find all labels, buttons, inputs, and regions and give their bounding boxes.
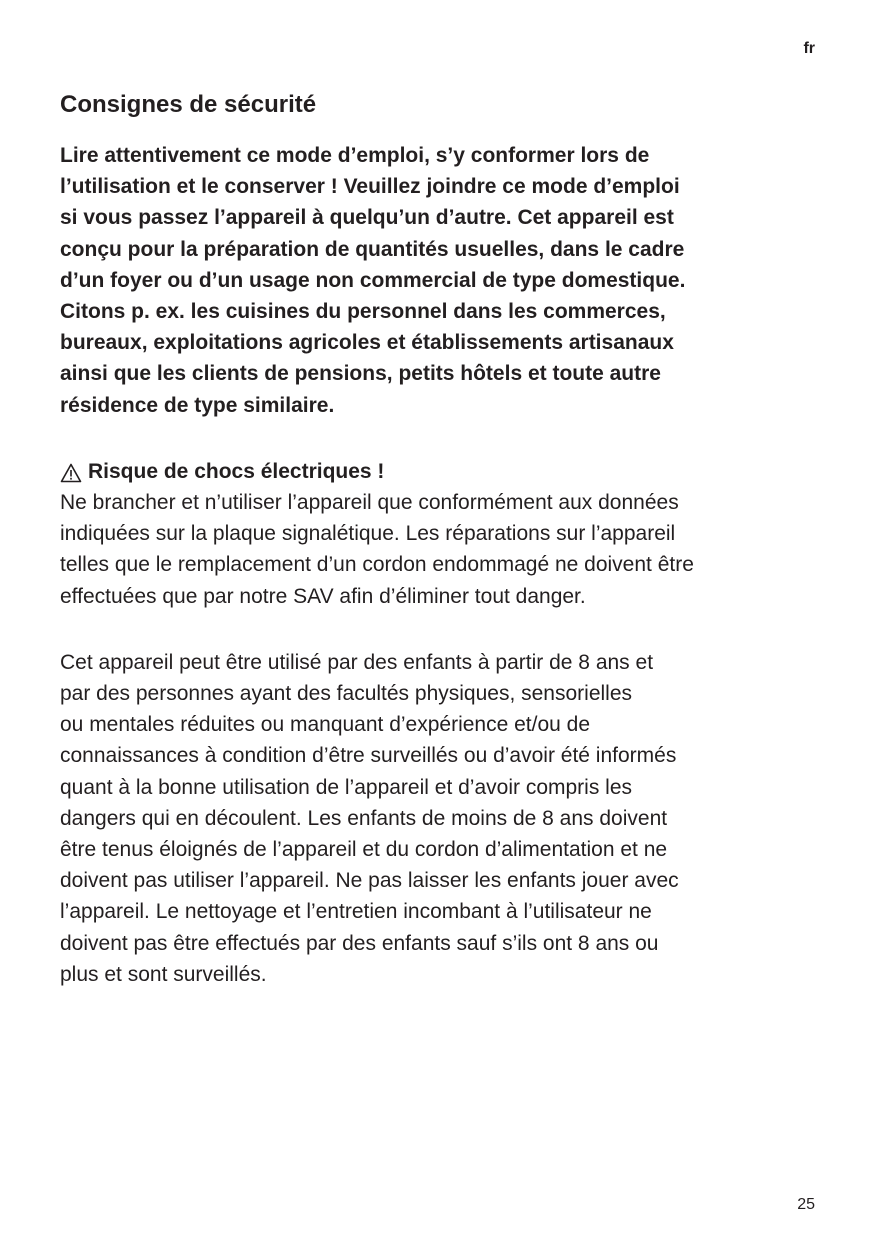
- warning-title: Risque de chocs électriques !: [88, 459, 385, 483]
- page-number: 25: [797, 1196, 815, 1213]
- warning-heading: [60, 456, 820, 487]
- children-paragraph: Cet appareil peut être utilisé par des enfants à partir de 8 ans et par des personnes ayant des facultés physiques, sensorielles ou mentales réduites ou manquant d’expérience et/ou de connaissances à condition d’être surveillés ou d’avoir été informés quant à la bonne utilisation de l’appareil et d’avoir compris les dangers qui en découlent. Les enfants de moins de 8 ans doivent être tenus éloignés de l’appareil et du cordon d’alimentation et ne doivent pas utiliser l’appareil. Ne pas laisser les enfants jouer avec l’appareil. Le nettoyage et l’entretien incombant à l’utilisateur ne doivent pas être effectués par des enfants sauf s’ils ont 8 ans ou plus et sont surveillés.: [60, 650, 679, 986]
- electric-shock-warning: [60, 456, 820, 612]
- safety-instructions-section: [60, 88, 820, 990]
- page-title: Consignes de sécurité: [60, 91, 317, 118]
- warning-text: Ne brancher et n’utiliser l’appareil que conformément aux données indiquées sur la plaque signalétique. Les réparations sur l’appareil telles que le remplacement d’un cordon endommagé ne doivent être effectuées que par notre SAV afin d’éliminer tout danger.: [60, 491, 694, 608]
- warning-triangle-icon: [60, 461, 82, 481]
- intro-paragraph: Lire attentivement ce mode d’emploi, s’y conformer lors de l’utilisation et le conserver ! Veuillez joindre ce mode d’emploi si vous passez l’appareil à quelqu’un d’autre. Cet appareil est conçu pour la préparation de quantités usuelles, dans le cadre d’un foyer ou d’un usage non commercial de type domestique. Citons p. ex. les cuisines du personnel dans les commerces, bureaux, exploitations agricoles et établissements artisanaux ainsi que les clients de pensions, petits hôtels et toute autre résidence de type similaire.: [60, 144, 686, 417]
- language-code: fr: [803, 40, 815, 57]
